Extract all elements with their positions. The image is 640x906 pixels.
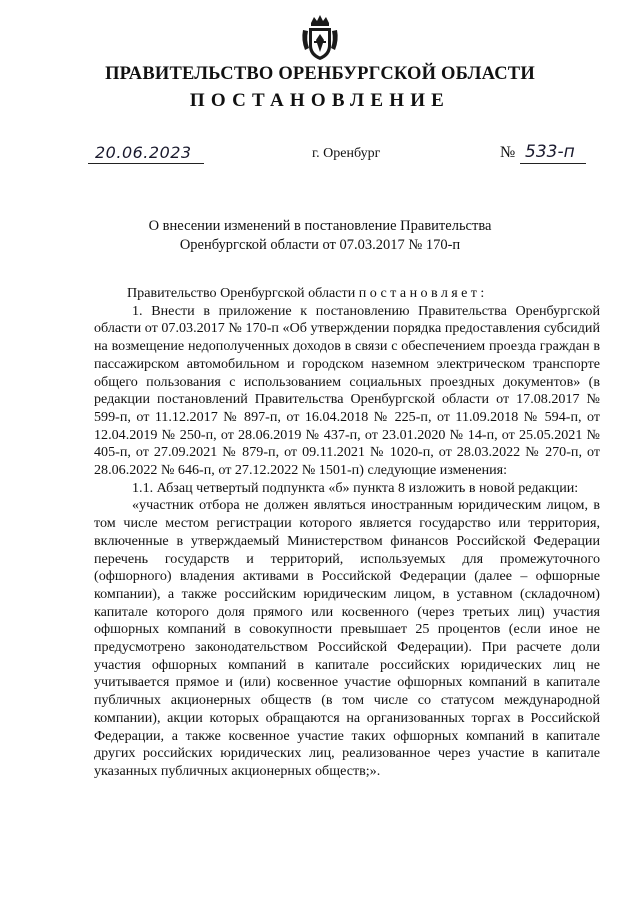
- document-date: 20.06.2023: [95, 143, 192, 162]
- number-sign: №: [500, 144, 516, 161]
- document-type-title: ПОСТАНОВЛЕНИЕ: [189, 90, 451, 111]
- subject-line-2: Оренбургской области от 07.03.2017 № 170-п: [179, 237, 461, 253]
- organization-title: ПРАВИТЕЛЬСТВО ОРЕНБУРГСКОЙ ОБЛАСТИ: [105, 64, 535, 84]
- paragraph-1: 1. Внести в приложение к постановлению Правительства Оренбургской области от 07.03.2017 № 170-п «Об утверждении порядка предоставления субсидий на возмещение недополученных доходов в связи с обеспечением проезда граждан в пассажирском автомобильном и городском наземном электрическом транспорте общего пользования с использованием социальных проездных документов» (в редакции постановлений Правительства Оренбургской области от 17.08.2017 № 599-п, от 11.12.2017 № 897-п, от 16.04.2018 № 225-п, от 11.09.2018 № 594-п, от 12.04.2019 № 250-п, от 28.06.2019 № 437-п, от 23.01.2020 № 14-п, от 25.05.2021 № 405-п, от 27.09.2021 № 879-п, от 09.11.2021 № 1020-п, от 28.03.2022 № 270-п, от 28.06.2022 № 646-п, от 27.12.2022 № 1501-п) следующие изменения:: [94, 302, 600, 479]
- date-underline: [88, 163, 204, 164]
- document-number: 533-п: [525, 142, 575, 162]
- quoted-amendment: «участник отбора не должен являться иностранным юридическим лицом, в том числе местом регистрации которого является государство или территория, включенные в утверждаемый Министерством финансов Российской Федерации перечень государств и территорий, используемых для промежуточного (офшорного) владения активами в Российской Федерации (далее – офшорные компании), а также российским юридическим лицом, в уставном (складочном) капитале которого доля прямого или косвенного (через третьих лиц) участия офшорных компаний в совокупности превышает 25 процентов (если иное не предусмотрено законодательством Российской Федерации). При расчете доли участия офшорных компаний в капитале российских юридических лиц не учитывается прямое и (или) косвенное участие офшорных компаний в капитале публичных акционерных обществ (в том числе со статусом международной компании), акции которых обращаются на организованных торгах в Российской Федерации, а также косвенное участие таких офшорных компаний в капитале других российских юридических лиц, реализованное через участие в капитале указанных публичных акционерных обществ;».: [94, 497, 600, 779]
- document-city: г. Оренбург: [312, 146, 381, 161]
- subject-line-1: О внесении изменений в постановление Правительства: [148, 218, 492, 234]
- intro-prefix: Правительство Оренбургской области: [127, 285, 356, 301]
- intro-paragraph: [94, 285, 600, 303]
- number-underline: [520, 163, 586, 164]
- document-body: [94, 285, 600, 781]
- document-meta-row: [0, 143, 640, 169]
- paragraph-1-1: 1.1. Абзац четвертый подпункта «б» пункта 8 изложить в новой редакции:: [132, 479, 579, 496]
- document-subject: [0, 217, 640, 255]
- intro-resolves: постановляет:: [358, 285, 488, 301]
- coat-of-arms-icon: [299, 14, 341, 62]
